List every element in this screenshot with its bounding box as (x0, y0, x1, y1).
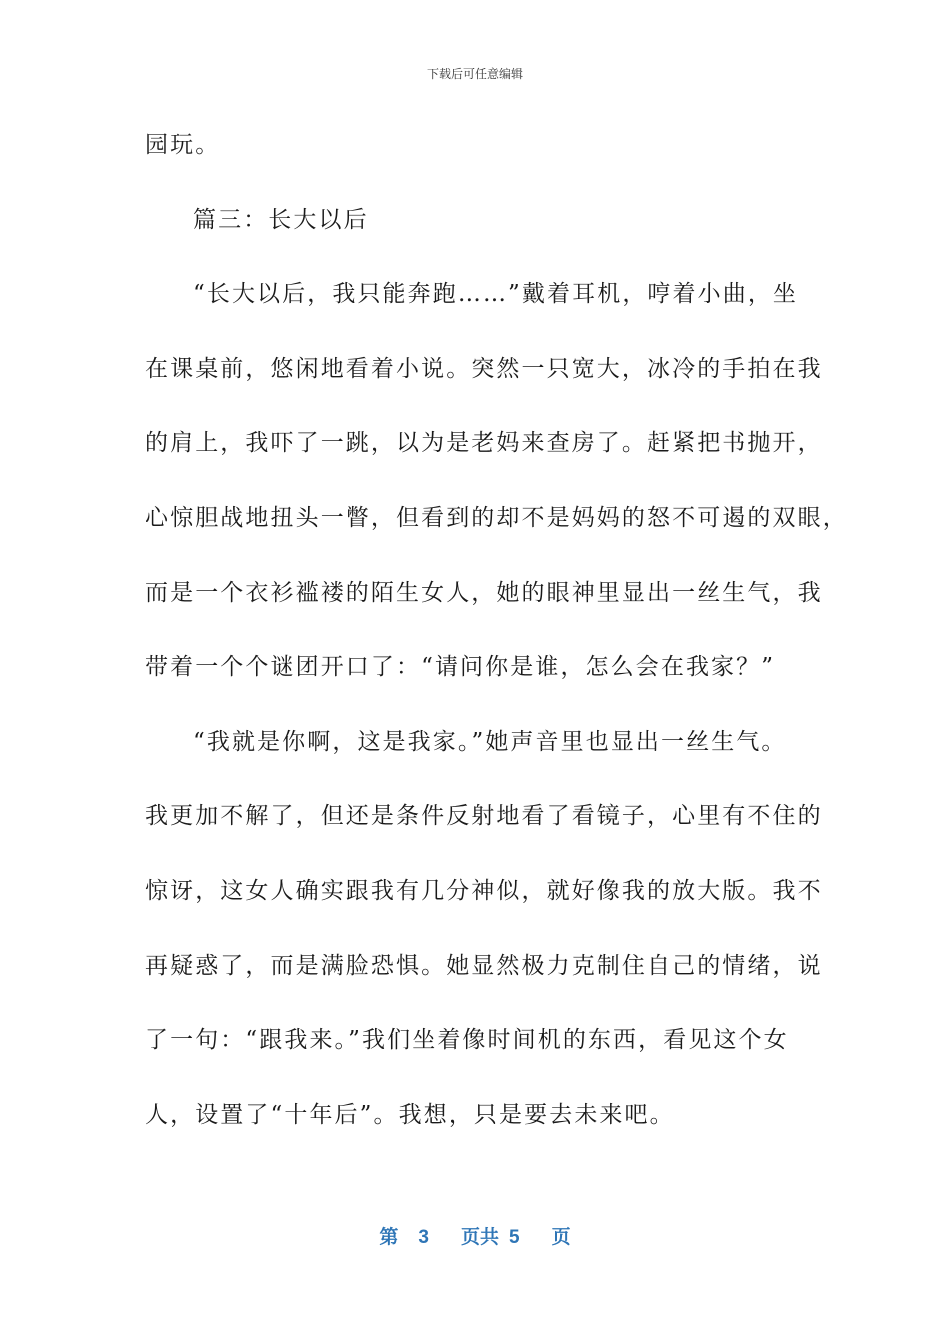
text-line: 了一句：“跟我来。”我们坐着像时间机的东西，看见这个女 (145, 1027, 789, 1054)
page-footer (0, 1224, 950, 1252)
text-line: 惊讶，这女人确实跟我有几分神似，就好像我的放大版。我不 (145, 877, 823, 904)
text-line: 的肩上，我吓了一跳，以为是老妈来查房了。赶紧把书抛开， (145, 430, 823, 457)
text-line: 而是一个衣衫褴褛的陌生女人，她的眼神里显出一丝生气，我 (145, 579, 823, 606)
document-body (145, 122, 848, 1166)
page-header: 下载后可任意编辑 (426, 67, 523, 81)
text-line: 人，设置了“十年后”。我想，只是要去未来吧。 (145, 1101, 675, 1128)
text-line: 园玩。 (145, 132, 221, 158)
text-line: 我更加不解了，但还是条件反射地看了看镜子，心里有不住的 (145, 803, 823, 830)
total-pages-number: 5 (509, 1227, 520, 1248)
footer-label-of: 页共 (460, 1227, 499, 1248)
current-page-number: 3 (418, 1227, 429, 1248)
footer-label-page: 第 (379, 1227, 399, 1248)
footer-label-end: 页 (551, 1227, 571, 1248)
text-line: 在课桌前，悠闲地看着小说。突然一只宽大，冰冷的手拍在我 (145, 355, 823, 382)
text-line: “我就是你啊，这是我家。”她声音里也显出一丝生气。 (193, 728, 787, 755)
text-line: 再疑惑了，而是满脸恐惧。她显然极力克制住自己的情绪，说 (145, 952, 823, 979)
text-line: 带着一个个谜团开口了：“请问你是谁，怎么会在我家？” (145, 654, 776, 681)
text-line: “长大以后，我只能奔跑……”戴着耳机，哼着小曲，坐 (193, 281, 799, 308)
section-heading: 篇三：长大以后 (193, 206, 369, 233)
text-line: 心惊胆战地扭头一瞥，但看到的却不是妈妈的怒不可遏的双眼， (145, 504, 848, 531)
